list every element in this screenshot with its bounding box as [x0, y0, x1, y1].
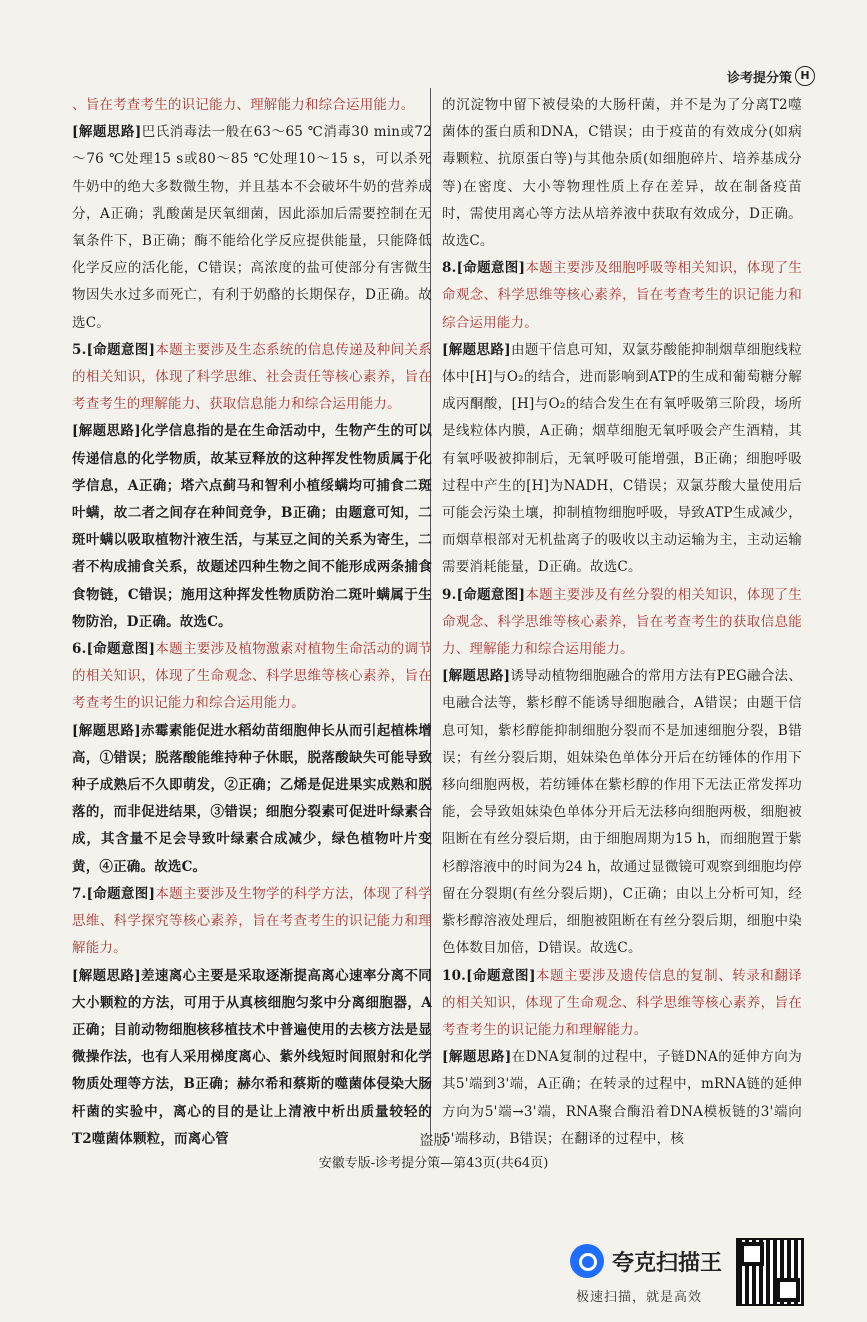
solution-tag: [解题思路] — [442, 668, 511, 685]
solution-text: 巴氏消毒法一般在63～65 ℃消毒30 min或72～76 ℃处理15 s或80～85 ℃处理10～15 s，可以杀死牛奶中的绝大多数微生物，并且基本不会破坏牛奶的营养成分，A正确；乳酸菌是厌氧细菌，因此添加后需要控制在无氧条件下，B正确；酶不能给化学反应提供能量，只能降低化学反应的活化能，C错误；高浓度的盐可使部分有害微生物因失水过多而死亡，有利于奶酪的长期保存，D正确。故选C。 — [72, 124, 432, 331]
solution-text: 由题干信息可知，双氯芬酸能抑制烟草细胞线粒体中[H]与O₂的结合，进而影响到ATP的生成和葡萄糖分解成丙酮酸，[H]与O₂的结合发生在有氧呼吸第三阶段，场所是线粒体内膜，A正确；烟草细胞无氧呼吸会产生酒精，其有氧呼吸被抑制后，无氧呼吸可能增强，B正确；细胞呼吸过程中产生的[H]为NADH，C错误；双氯芬酸大量使用后可能会污染土壤，抑制植物细胞呼吸，导致ATP生成减少，而烟草根部对无机盐离子的吸收以主动运输为主，主动运输需要消耗能量，D正确。故选C。 — [442, 341, 802, 576]
left-column — [72, 92, 432, 1153]
qr-code-icon — [736, 1238, 804, 1306]
q6-solution — [72, 718, 432, 881]
solution-tag: [解题思路] — [442, 341, 511, 358]
question-number: 7. — [72, 885, 87, 902]
intent-tag: [命题意图] — [466, 967, 536, 984]
scanner-watermark — [570, 1238, 850, 1308]
intent-text: 本题主要涉及生物学的科学方法，体现了科学思维、科学探究等核心素养，旨在考查考生的识记能力和理解能力。 — [72, 885, 432, 957]
question-number: 8. — [442, 260, 457, 277]
intent-tag: [命题意图] — [456, 260, 526, 277]
intent-tag: [命题意图] — [456, 586, 526, 603]
q7-solution — [72, 963, 432, 1153]
intent-tag: [命题意图] — [86, 885, 156, 902]
solution-tag: [解题思路] — [72, 124, 142, 141]
continued-intent — [72, 92, 432, 119]
solution-text: 诱导动植物细胞融合的常用方法有PEG融合法、电融合法等，紫杉醇不能诱导细胞融合，A错误；由题干信息可知，紫杉醇能抑制细胞分裂而不是加速细胞分裂，B错误；有丝分裂后期，姐妹染色单体分开后在纺锤体的作用下移向细胞两极，若纺锤体在紫杉醇的作用下无法正常发挥功能，会导致姐妹染色单体分开后无法移向细胞两极，细胞被阻断在有丝分裂后期，由于细胞周期为15 h，而细胞置于紫杉醇溶液中的时间为24 h，故通过显微镜可观察到细胞均停留在分裂期(有丝分裂后期)，C正确；由以上分析可知，经紫杉醇溶液处理后，细胞被阻断在有丝分裂后期，细胞中染色体数目加倍，D错误。故选C。 — [442, 668, 802, 957]
solution-text: 的沉淀物中留下被侵染的大肠杆菌，并不是为了分离T2噬菌体的蛋白质和DNA，C错误；由于疫苗的有效成分(如病毒颗粒、抗原蛋白等)与其他杂质(如细胞碎片、培养基成分等)在密度、大小等物理性质上存在差异，故在制备疫苗时，需使用离心等方法从培养液中获取有效成分，D正确。故选C。 — [442, 97, 802, 250]
solution-tag: [解题思路] — [72, 423, 141, 440]
q5-solution — [72, 418, 432, 636]
piracy-mark: 盗版 — [419, 1133, 448, 1149]
question-number: 6. — [72, 641, 87, 658]
intent-text: 本题主要涉及植物激素对植物生命活动的调节的相关知识，体现了生命观念、科学思维等核心素养，旨在考查考生的识记能力和综合运用能力。 — [72, 641, 432, 712]
question-number: 9. — [442, 586, 457, 603]
page-number: 安徽专版-诊考提分策—第43页(共64页) — [318, 1156, 549, 1171]
solution-tag: [解题思路] — [72, 722, 141, 739]
solution-text: 在DNA复制的过程中，子链DNA的延伸方向为其5'端到3'端，A正确；在转录的过程中，mRNA链的延伸方向为5'端→3'端，RNA聚合酶沿着DNA模板链的3'端向5'端移动，B错误；在翻译的过程中，核 — [442, 1049, 802, 1147]
solution-tag: [解题思路] — [442, 1049, 512, 1066]
q7-solution-continued — [442, 92, 802, 255]
q4-solution — [72, 119, 432, 337]
q9-intent — [442, 582, 802, 664]
intent-text: 本题主要涉及遗传信息的复制、转录和翻译的相关知识，体现了生命观念、科学思维等核心素养，旨在考查考生的识记能力和理解能力。 — [442, 967, 802, 1038]
header-title: 诊考提分策 — [726, 70, 792, 86]
intent-tag: [命题意图] — [86, 341, 156, 358]
running-header — [727, 66, 815, 86]
solution-text: 化学信息指的是在生命活动中，生物产生的可以传递信息的化学物质，故某豆释放的这种挥发性物质属于化学信息，A正确；塔六点蓟马和智利小植绥螨均可捕食二斑叶螨，故二者之间存在种间竞争，B正确；由题意可知，二斑叶螨以吸取植物汁液生活，与某豆之间的关系为寄生，二者不构成捕食关系，故题述四种生物之间不能形成两条捕食食物链，C错误；施用这种挥发性物质防治二斑叶螨属于生物防治，D正确。故选C。 — [72, 423, 432, 630]
page-footer — [0, 1130, 867, 1171]
q7-intent — [72, 881, 432, 963]
q9-solution — [442, 663, 802, 962]
watermark-brand: 夸克扫描王 — [612, 1251, 723, 1276]
quark-logo-icon — [570, 1244, 604, 1278]
intent-text: 本题主要涉及有丝分裂的相关知识，体现了生命观念、科学思维等核心素养，旨在考查考生的获取信息能力、理解能力和综合运用能力。 — [442, 586, 802, 658]
question-number: 10. — [442, 967, 467, 984]
q8-solution — [442, 337, 802, 582]
q5-intent — [72, 337, 432, 419]
intent-text: 、旨在考查考生的识记能力、理解能力和综合运用能力。 — [72, 97, 415, 113]
intent-text: 本题主要涉及生态系统的信息传递及种间关系的相关知识，体现了科学思维、社会责任等核心素养，旨在考查考生的理解能力、获取信息能力和综合运用能力。 — [72, 341, 432, 413]
solution-text: 赤霉素能促进水稻幼苗细胞伸长从而引起植株增高，①错误；脱落酸能维持种子休眠，脱落酸缺失可能导致种子成熟后不久即萌发，②正确；乙烯是促进果实成熟和脱落的，而非促进结果，③错误；细胞分裂素可促进叶绿素合成，其含量不足会导致叶绿素合成减少，绿色植物叶片变黄，④正确。故选C。 — [72, 722, 432, 875]
q8-intent — [442, 255, 802, 337]
solution-text: 差速离心主要是采取逐渐提高离心速率分离不同大小颗粒的方法，可用于从真核细胞匀浆中分离细胞器，A正确；目前动物细胞核移植技术中普遍使用的去核方法是显微操作法，也有人采用梯度离心、紫外线短时间照射和化学物质处理等方法，B正确；赫尔希和蔡斯的噬菌体侵染大肠杆菌的实验中，离心的目的是让上清液中析出质量较轻的T2噬菌体颗粒，而离心管 — [72, 967, 432, 1147]
header-badge: H — [795, 66, 815, 86]
right-column — [442, 92, 802, 1153]
q10-intent — [442, 963, 802, 1045]
intent-tag: [命题意图] — [86, 641, 156, 658]
question-number: 5. — [72, 341, 87, 358]
watermark-slogan: 极速扫描，就是高效 — [576, 1290, 703, 1305]
solution-tag: [解题思路] — [72, 967, 141, 984]
intent-text: 本题主要涉及细胞呼吸等相关知识，体现了生命观念、科学思维等核心素养，旨在考查考生的识记能力和综合运用能力。 — [442, 260, 802, 331]
q6-intent — [72, 636, 432, 718]
